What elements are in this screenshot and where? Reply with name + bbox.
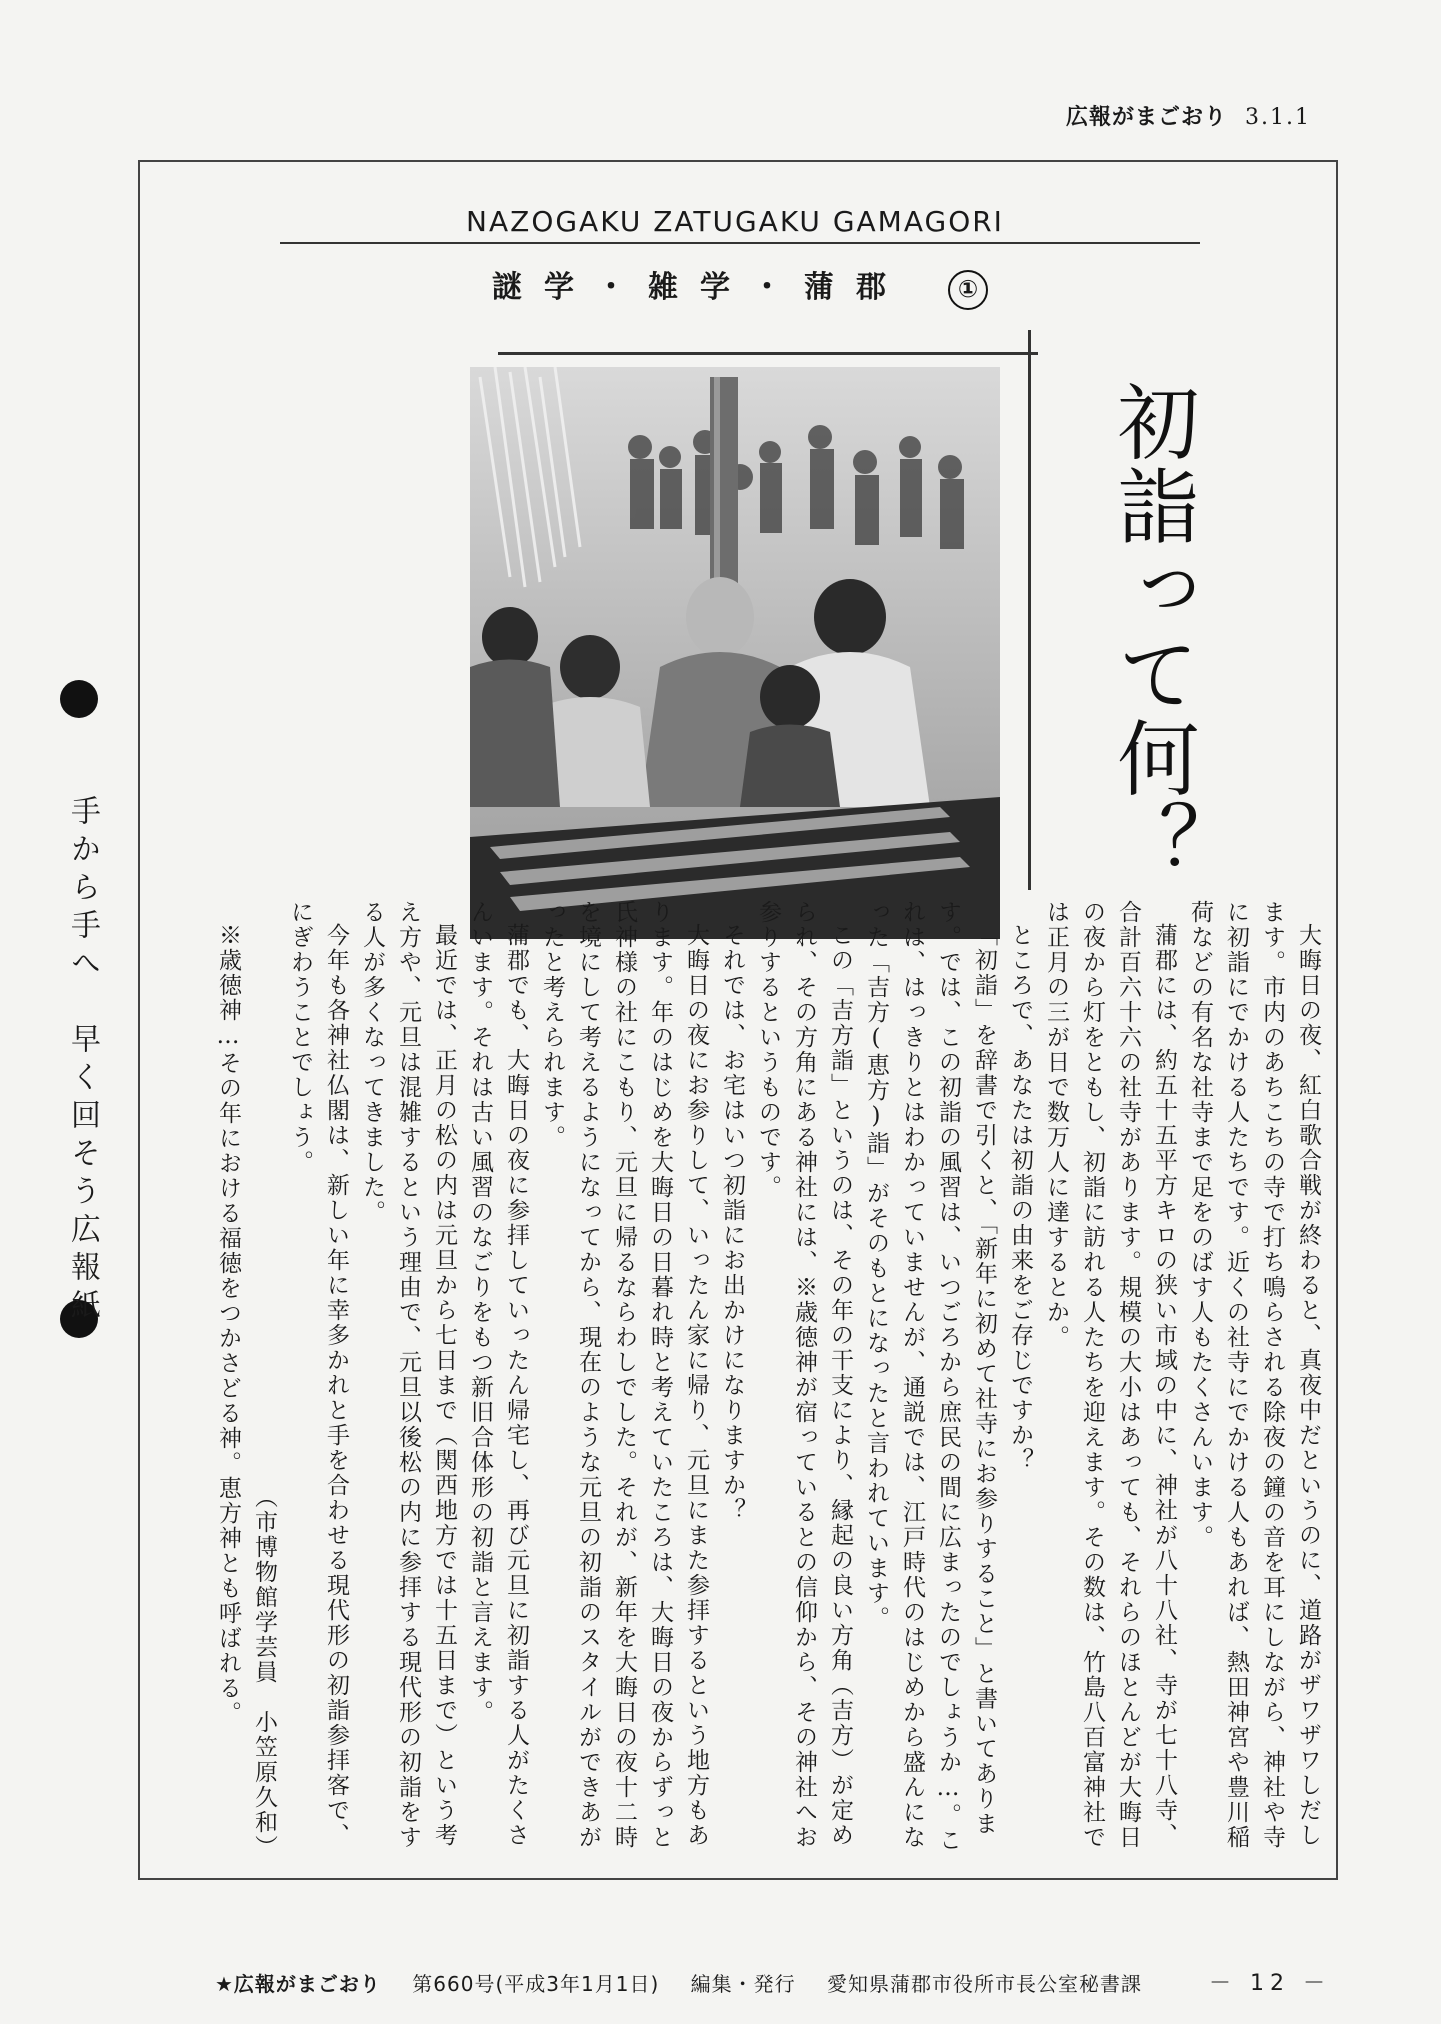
author-credit: （市博物館学芸員 小笠原久和） xyxy=(251,1485,277,1860)
footer-publisher: 愛知県蒲郡市役所市長公室秘書課 xyxy=(826,1972,1142,1996)
punch-hole-icon xyxy=(60,680,98,718)
footer-role: 編集・発行 xyxy=(690,1972,796,1996)
page-footer xyxy=(215,1968,1166,1997)
series-divider xyxy=(280,242,1200,244)
paragraph: それでは、お宅はいつ初詣にお出かけになりますか？ xyxy=(719,923,745,1523)
footer-issue: 第660号(平成3年1月1日) xyxy=(412,1972,660,1996)
paragraph: 大晦日の夜、紅白歌合戦が終わると、真夜中だというのに、道路がザワザワしだします。市内のあちこちの寺で打ち鳴らされる除夜の鐘の音を耳にしながら、神社や寺に初詣にでかける人たちです。近くの社寺にでかける人もあれば、熱田神宮や豊川稲荷などの有名な社寺まで足をのばす人もたくさんいます。 xyxy=(1187,900,1321,1850)
shrine-crowd-photo xyxy=(470,367,1000,939)
circulation-slogan: 手から手へ 早く回そう広報紙 xyxy=(65,795,100,1327)
series-title-text: 謎学・雑学・蒲郡 xyxy=(492,270,908,305)
footnote: ※歳徳神…その年における福徳をつかさどる神。恵方神とも呼ばれる。 xyxy=(215,923,241,1726)
paragraph: ところで、あなたは初詣の由来をご存じですか？ xyxy=(1007,923,1033,1473)
paragraph: 蒲郡でも、大晦日の夜に参拝していったん帰宅し、再び元旦に初詣する人がたくさんいます。それは古い風習のなごりをもつ新旧合体形の初詣と言えます。 xyxy=(467,900,529,1848)
series-title-japanese xyxy=(330,262,1150,310)
headline-area xyxy=(1104,380,1260,884)
paragraph: この「吉方詣」というのは、その年の干支により、縁起の良い方角（吉方）が定められ、その方角にある神社には、※歳徳神が宿っているとの信仰から、その神社へお参りするというものです。 xyxy=(755,900,853,1850)
paragraph: 「初詣」を辞書で引くと、「新年に初めて社寺にお参りすること」と書いてあります。では、この初詣の風習は、いつごろから庶民の間に広まったのでしょうか…。これは、はっきりとはわかっていませんが、通説では、江戸時代のはじめから盛んになった「吉方(恵方)詣」がそのもとになったと言われています。 xyxy=(863,900,997,1853)
headline: 初詣って何？ xyxy=(1104,380,1199,884)
article-body xyxy=(210,900,1326,1860)
footer-paper-name: ★広報がまごおり xyxy=(215,1972,381,1996)
page-number: － 12 － xyxy=(1209,1971,1331,1996)
photo-illustration xyxy=(470,367,1000,939)
series-title-english: NAZOGAKU ZATUGAKU GAMAGORI xyxy=(466,205,1004,238)
paragraph: 今年も各神社仏閣は、新しい年に幸多かれと手を合わせる現代形の初詣参拝客で、にぎわうことでしょう。 xyxy=(287,900,349,1848)
header-date: 3.1.1 xyxy=(1245,105,1311,130)
paragraph: 最近では、正月の松の内は元旦から七日まで（関西地方では十五日まで）という考え方や、元旦は混雑するという理由で、元旦以後松の内に参拝する現代形の初詣をする人が多くなってきました。 xyxy=(359,900,457,1850)
series-number: ① xyxy=(948,270,988,310)
page-header xyxy=(1066,100,1311,131)
paragraph: 蒲郡には、約五十五平方キロの狭い市域の中に、神社が八十八社、寺が七十八寺、合計百六十六の社寺があります。規模の大小はあっても、それらのほとんどが大晦日の夜から灯をともし、初詣に訪れる人たちを迎えます。その数は、竹島八百富神社では正月の三が日で数万人に達するとか。 xyxy=(1043,900,1177,1850)
header-paper-name: 広報がまごおり xyxy=(1066,105,1228,130)
article-text xyxy=(210,900,1326,1860)
paragraph: 大晦日の夜にお参りして、いったん家に帰り、元旦にまた参拝するという地方もあります。年のはじめを大晦日の日暮れ時と考えていたころは、大晦日の夜からずっと氏神様の社にこもり、元旦に帰るならわしでした。それが、新年を大晦日の夜十二時を境にして考えるようになってから、現在のような元旦の初詣のスタイルができあがったと考えられます。 xyxy=(539,900,709,1850)
photo-frame-rule-vertical xyxy=(1028,330,1031,890)
photo-frame-rule-horizontal xyxy=(498,352,1038,355)
